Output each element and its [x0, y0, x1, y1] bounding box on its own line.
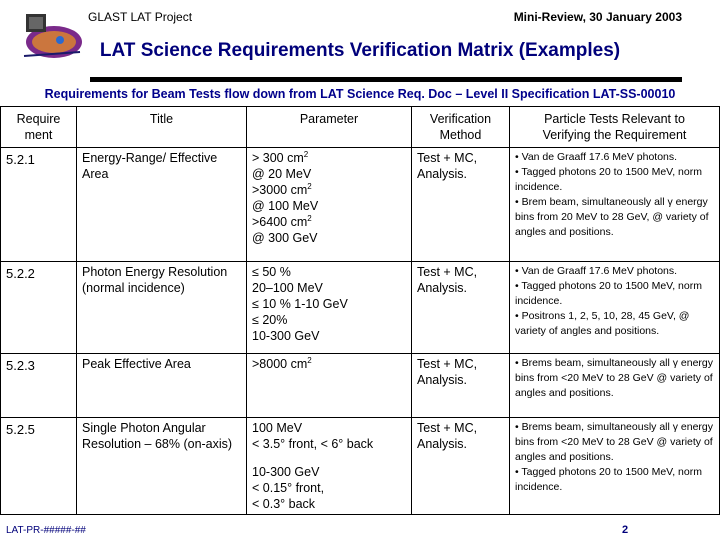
col-header-title: Title: [77, 107, 247, 148]
requirement-title: Single Photon Angular Resolution – 68% (on-axis): [77, 418, 247, 515]
requirement-parameter: ≤ 50 % 20–100 MeV ≤ 10 % 1-10 GeV ≤ 20% 10-300 GeV: [247, 262, 412, 354]
table-row: [1, 262, 720, 354]
page-subtitle: Requirements for Beam Tests flow down from LAT Science Req. Doc – Level II Specification LAT-SS-00010: [44, 87, 676, 101]
requirement-title: Energy-Range/ Effective Area: [77, 148, 247, 262]
requirement-id: 5.2.5: [1, 418, 77, 515]
col-header-method: Verification Method: [412, 107, 510, 148]
requirement-title: Photon Energy Resolution (normal incidence): [77, 262, 247, 354]
page-number: 2: [622, 524, 629, 536]
table-row: [1, 354, 720, 418]
verification-method: Test + MC, Analysis.: [412, 418, 510, 515]
requirement-id: 5.2.1: [1, 148, 77, 262]
table-row: [1, 418, 720, 515]
col-header-parameter: Parameter: [247, 107, 412, 148]
table-header-row: [1, 107, 720, 148]
project-label: GLAST LAT Project: [88, 10, 193, 24]
requirement-parameter: > 300 $cm^2$ @ 20 MeV >3000 $cm^2$ @ 100 MeV >6400 $cm^2$ @ 300 GeV: [247, 148, 412, 262]
relevant-tests: • Brems beam, simultaneously all γ energy bins from <20 MeV to 28 GeV @ variety of angles and positions. • Tagged photons 20 to 1500 MeV, norm incidence.: [510, 418, 720, 515]
table-row: [1, 148, 720, 262]
verification-method: Test + MC, Analysis.: [412, 148, 510, 262]
requirement-id: 5.2.2: [1, 262, 77, 354]
verification-matrix-table: [0, 106, 720, 515]
requirement-parameter: 100 MeV < 3.5° front, < 6° back 10-300 GeV < 0.15° front, < 0.3° back: [247, 418, 412, 515]
requirement-title: Peak Effective Area: [77, 354, 247, 418]
col-header-requirement: Require ment: [1, 107, 77, 148]
review-label: Mini-Review, 30 January 2003: [513, 10, 682, 24]
relevant-tests: • Brems beam, simultaneously all γ energy bins from <20 MeV to 28 GeV @ variety of angles and positions.: [510, 354, 720, 418]
requirement-parameter: >8000 $cm^2$: [247, 354, 412, 418]
requirement-id: 5.2.3: [1, 354, 77, 418]
document-id: LAT-PR-#####-##: [6, 525, 86, 536]
title-divider: [90, 77, 682, 82]
page-title: LAT Science Requirements Verification Matrix (Examples): [99, 40, 621, 61]
verification-method: Test + MC, Analysis.: [412, 354, 510, 418]
col-header-tests: Particle Tests Relevant to Verifying the Requirement: [510, 107, 720, 148]
relevant-tests: • Van de Graaff 17.6 MeV photons. • Tagged photons 20 to 1500 MeV, norm incidence. • Positrons 1, 2, 5, 10, 28, 45 GeV, @ variety of angles and positions.: [510, 262, 720, 354]
relevant-tests: • Van de Graaff 17.6 MeV photons. • Tagged photons 20 to 1500 MeV, norm incidence. • Brem beam, simultaneously all γ energy bins from 20 MeV to 28 GeV, @ variety of angles and positions.: [510, 148, 720, 262]
verification-method: Test + MC, Analysis.: [412, 262, 510, 354]
